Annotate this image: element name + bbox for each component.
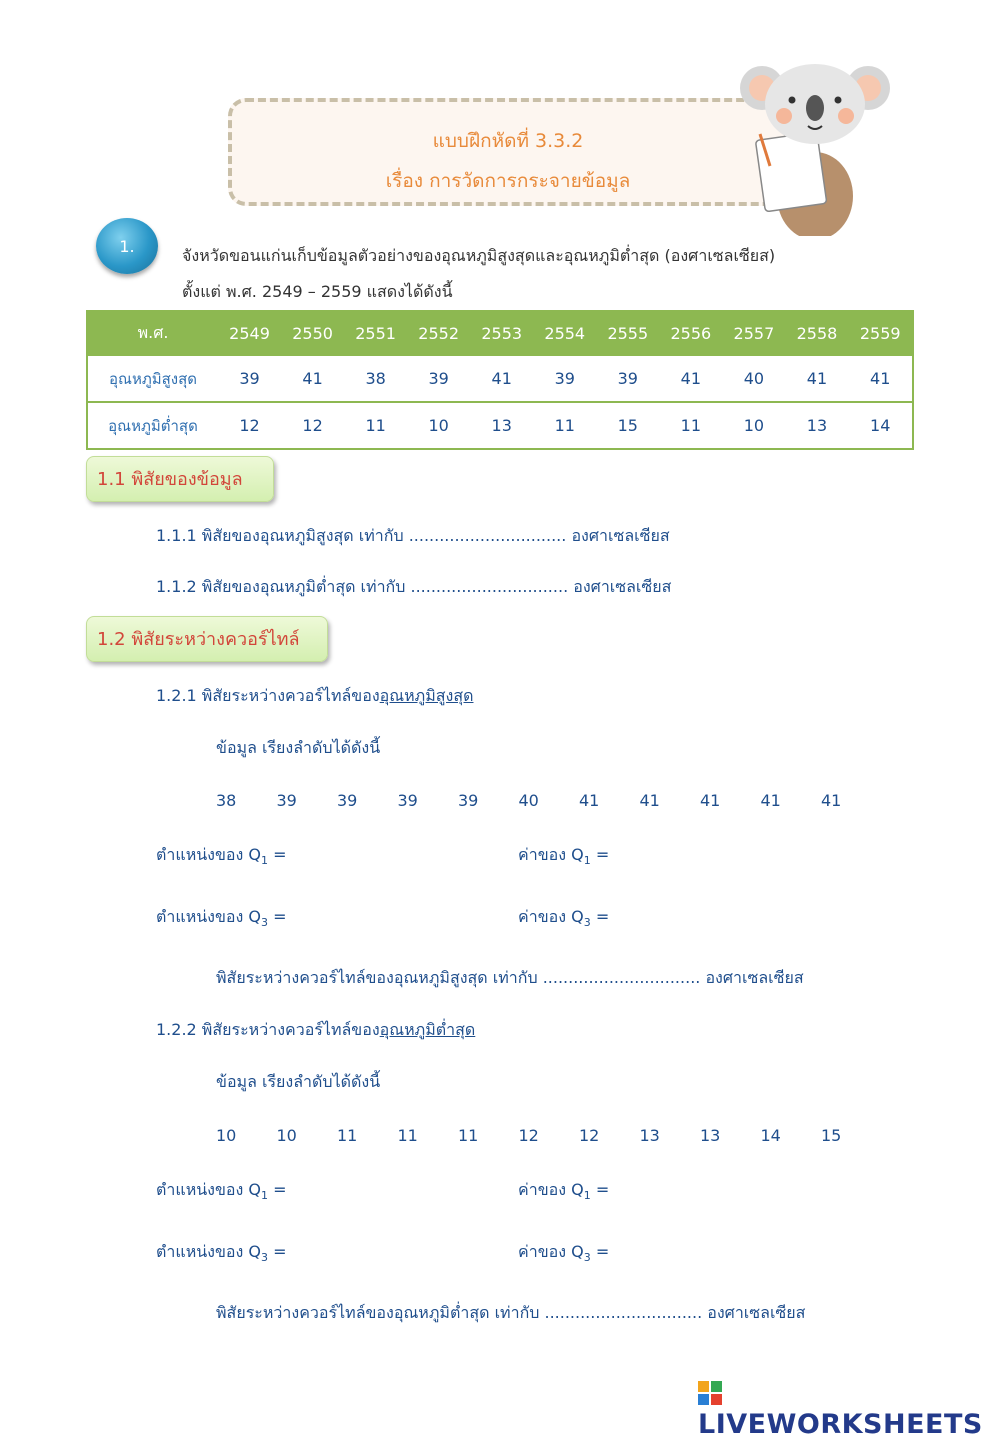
heading-prefix: 1.2.2 พิสัยระหว่างควอร์ไทล์ของ — [156, 1020, 380, 1039]
q1-position-high — [156, 843, 287, 868]
heading-underlined: อุณหภูมิต่ำสุด — [379, 1020, 476, 1039]
table-cell: 11 — [344, 402, 407, 449]
table-cell: 10 — [407, 402, 470, 449]
label: ตำแหน่งของ Q — [156, 1180, 262, 1199]
q1-value-high — [518, 843, 609, 868]
subscript: 1 — [583, 1189, 591, 1203]
equals: = — [268, 845, 287, 864]
sorted-value: 41 — [700, 791, 721, 810]
sorted-label-high: ข้อมูล เรียงลำดับได้ดังนี้ — [216, 738, 381, 757]
table-cell: 38 — [344, 356, 407, 402]
subscript: 1 — [261, 1189, 269, 1203]
sorted-value: 10 — [216, 1126, 237, 1145]
table-cell: 11 — [533, 402, 596, 449]
worksheet-subtitle: เรื่อง การวัดการกระจายข้อมูล — [385, 170, 631, 192]
sorted-value: 10 — [276, 1126, 297, 1145]
table-cell: 14 — [848, 402, 913, 449]
table-cell: 13 — [785, 402, 848, 449]
sorted-value: 39 — [337, 791, 358, 810]
sorted-values-high — [216, 791, 882, 810]
equals: = — [268, 1242, 287, 1261]
sorted-value: 39 — [397, 791, 418, 810]
table-header-year: 2549 — [218, 310, 281, 356]
subscript: 1 — [583, 854, 591, 868]
equals: = — [590, 845, 610, 864]
table-cell: 10 — [722, 402, 785, 449]
label: ตำแหน่งของ Q — [156, 845, 262, 864]
table-row-low — [87, 402, 913, 449]
equals: = — [590, 907, 610, 926]
label: ค่าของ Q — [518, 1242, 584, 1261]
table-header-year: 2559 — [848, 310, 913, 356]
table-cell: 12 — [218, 402, 281, 449]
sorted-value: 11 — [458, 1126, 479, 1145]
table-header-label: พ.ศ. — [87, 310, 218, 356]
equals: = — [268, 1180, 287, 1199]
koala-illustration — [740, 56, 890, 236]
sorted-value: 41 — [579, 791, 600, 810]
table-header-row — [87, 310, 913, 356]
sorted-value: 12 — [579, 1126, 600, 1145]
sorted-value: 41 — [639, 791, 660, 810]
sorted-value: 41 — [821, 791, 842, 810]
subscript: 3 — [261, 916, 269, 930]
question-1-1-2-text: 1.1.2 พิสัยของอุณหภูมิต่ำสุด เท่ากับ ............................... องศาเซลเซียส — [156, 577, 672, 596]
q3-value-low — [518, 1240, 609, 1265]
equals: = — [590, 1180, 610, 1199]
question-text-line1: จังหวัดขอนแก่นเก็บข้อมูลตัวอย่างของอุณหภูมิสูงสุดและอุณหภูมิต่ำสุด (องศาเซลเซียส) — [182, 246, 776, 265]
temperature-table — [86, 310, 914, 450]
table-cell: 12 — [281, 402, 344, 449]
row-label: อุณหภูมิสูงสุด — [87, 356, 218, 402]
logo-text: LIVEWORKSHEETS — [698, 1409, 983, 1440]
table-header-year: 2558 — [785, 310, 848, 356]
row-label: อุณหภูมิต่ำสุด — [87, 402, 218, 449]
section-tab-iqr: 1.2 พิสัยระหว่างควอร์ไทล์ — [86, 616, 328, 662]
subscript: 3 — [583, 1251, 591, 1265]
heading-prefix: 1.2.1 พิสัยระหว่างควอร์ไทล์ของ — [156, 686, 380, 705]
logo-mark-icon — [698, 1381, 722, 1405]
label: ตำแหน่งของ Q — [156, 907, 262, 926]
sorted-value: 11 — [397, 1126, 418, 1145]
equals: = — [268, 907, 287, 926]
table-header-year: 2556 — [659, 310, 722, 356]
table-header-year: 2554 — [533, 310, 596, 356]
table-cell: 41 — [848, 356, 913, 402]
sorted-values-low — [216, 1126, 882, 1145]
sorted-value: 11 — [337, 1126, 358, 1145]
question-1-1-1-text: 1.1.1 พิสัยของอุณหภูมิสูงสุด เท่ากับ ............................... องศาเซลเซียส — [156, 526, 670, 545]
table-cell: 15 — [596, 402, 659, 449]
table-row-high — [87, 356, 913, 402]
table-header-year: 2550 — [281, 310, 344, 356]
table-cell: 39 — [218, 356, 281, 402]
table-cell: 41 — [659, 356, 722, 402]
q1-position-low — [156, 1178, 287, 1203]
worksheet-title: แบบฝึกหัดที่ 3.3.2 — [432, 130, 584, 152]
question-text-line2: ตั้งแต่ พ.ศ. 2549 – 2559 แสดงได้ดังนี้ — [182, 282, 453, 301]
question-number-badge: 1. — [96, 218, 158, 274]
sorted-value: 15 — [821, 1126, 842, 1145]
table-header-year: 2552 — [407, 310, 470, 356]
sorted-value: 13 — [639, 1126, 660, 1145]
sorted-value: 40 — [518, 791, 539, 810]
table-cell: 39 — [407, 356, 470, 402]
table-header-year: 2557 — [722, 310, 785, 356]
sorted-value: 12 — [518, 1126, 539, 1145]
label: ค่าของ Q — [518, 907, 584, 926]
q3-value-high — [518, 905, 609, 930]
table-header-year: 2553 — [470, 310, 533, 356]
table-header-year: 2551 — [344, 310, 407, 356]
iqr-answer-low: พิสัยระหว่างควอร์ไทล์ของอุณหภูมิต่ำสุด เท่ากับ ............................... องศาเซลเซียส — [216, 1303, 806, 1322]
label: ตำแหน่งของ Q — [156, 1242, 262, 1261]
heading-1-2-2 — [156, 1018, 475, 1043]
equals: = — [590, 1242, 610, 1261]
heading-1-2-1 — [156, 684, 473, 709]
subscript: 1 — [261, 854, 269, 868]
heading-underlined: อุณหภูมิสูงสุด — [379, 686, 474, 705]
table-cell: 11 — [659, 402, 722, 449]
table-cell: 41 — [281, 356, 344, 402]
liveworksheets-logo — [698, 1378, 1000, 1440]
table-cell: 39 — [596, 356, 659, 402]
table-header-year: 2555 — [596, 310, 659, 356]
question-1-1-1 — [156, 524, 670, 549]
table-cell: 39 — [533, 356, 596, 402]
q3-position-low — [156, 1240, 287, 1265]
iqr-answer-high: พิสัยระหว่างควอร์ไทล์ของอุณหภูมิสูงสุด เท่ากับ ............................... องศาเซลเซียส — [216, 968, 804, 987]
table-cell: 41 — [785, 356, 848, 402]
table-cell: 13 — [470, 402, 533, 449]
label: ค่าของ Q — [518, 1180, 584, 1199]
sorted-label-low: ข้อมูล เรียงลำดับได้ดังนี้ — [216, 1072, 381, 1091]
subscript: 3 — [261, 1251, 269, 1265]
subscript: 3 — [583, 916, 591, 930]
table-cell: 40 — [722, 356, 785, 402]
sorted-value: 39 — [276, 791, 297, 810]
section-tab-range: 1.1 พิสัยของข้อมูล — [86, 456, 274, 502]
table-cell: 41 — [470, 356, 533, 402]
sorted-value: 13 — [700, 1126, 721, 1145]
sorted-value: 41 — [760, 791, 781, 810]
sorted-value: 14 — [760, 1126, 781, 1145]
sorted-value: 39 — [458, 791, 479, 810]
q3-position-high — [156, 905, 287, 930]
label: ค่าของ Q — [518, 845, 584, 864]
question-1-1-2 — [156, 575, 671, 600]
q1-value-low — [518, 1178, 609, 1203]
sorted-value: 38 — [216, 791, 237, 810]
